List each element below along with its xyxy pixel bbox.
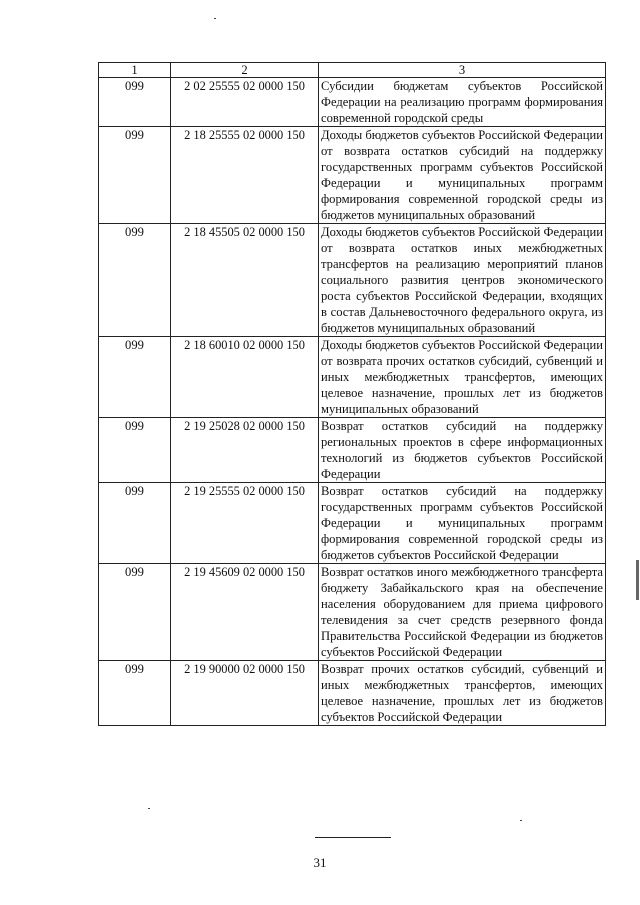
income-name-cell: Субсидии бюджетам субъектов Российской Федерации на реализацию программ формирования современной городской среды (319, 78, 606, 127)
scan-edge-mark (636, 560, 639, 600)
table-row (99, 337, 606, 418)
admin-code-cell: 099 (99, 127, 171, 224)
income-name-cell: Возврат остатков иного межбюджетного трансферта бюджету Забайкальского края на обеспечение населения оборудованием для приема цифрового телевидения за счет средств резервного фонда Правительства Российской Федерации из бюджетов субъектов Российской Федерации (319, 564, 606, 661)
column-header-3: 3 (319, 63, 606, 78)
page-number: 31 (313, 855, 327, 870)
budget-code-cell: 2 19 90000 02 0000 150 (171, 661, 319, 726)
income-name-cell: Доходы бюджетов субъектов Российской Федерации от возврата остатков иных межбюджетных трансфертов на реализацию мероприятий планов социального развития центров экономического роста субъектов Российской Федерации, входящих в состав Дальневосточного федерального округа, из бюджетов муниципальных образований (319, 224, 606, 337)
budget-code-cell: 2 19 25555 02 0000 150 (171, 483, 319, 564)
income-name-cell: Возврат остатков субсидий на поддержку региональных проектов в сфере информационных технологий из бюджетов субъектов Российской Федерации (319, 418, 606, 483)
income-codes-table (98, 62, 606, 726)
budget-code-cell: 2 18 60010 02 0000 150 (171, 337, 319, 418)
admin-code-cell: 099 (99, 78, 171, 127)
table-row (99, 78, 606, 127)
table-row (99, 661, 606, 726)
column-header-2: 2 (171, 63, 319, 78)
admin-code-cell: 099 (99, 483, 171, 564)
table-row (99, 418, 606, 483)
scan-speck (520, 820, 522, 821)
income-name-cell: Возврат остатков субсидий на поддержку государственных программ субъектов Российской Федерации и муниципальных программ формирования современной городской среды из бюджетов субъектов Российской Федерации (319, 483, 606, 564)
table-row (99, 483, 606, 564)
admin-code-cell: 099 (99, 418, 171, 483)
income-name-cell: Возврат прочих остатков субсидий, субвенций и иных межбюджетных трансфертов, имеющих целевое назначение, прошлых лет из бюджетов субъектов Российской Федерации (319, 661, 606, 726)
budget-code-cell: 2 02 25555 02 0000 150 (171, 78, 319, 127)
budget-code-cell: 2 19 45609 02 0000 150 (171, 564, 319, 661)
budget-code-cell: 2 18 25555 02 0000 150 (171, 127, 319, 224)
table-header-row (99, 63, 606, 78)
table-row (99, 564, 606, 661)
table-row (99, 224, 606, 337)
income-name-cell: Доходы бюджетов субъектов Российской Федерации от возврата остатков субсидий на поддержку государственных программ субъектов Российской Федерации и муниципальных программ формирования современной городской среды из бюджетов муниципальных образований (319, 127, 606, 224)
table-row (99, 127, 606, 224)
scan-speck (148, 808, 150, 809)
income-name-cell: Доходы бюджетов субъектов Российской Федерации от возврата прочих остатков субсидий, субвенций и иных межбюджетных трансфертов, имеющих целевое назначение, прошлых лет из бюджетов муниципальных образований (319, 337, 606, 418)
scan-speck (214, 18, 216, 19)
admin-code-cell: 099 (99, 564, 171, 661)
admin-code-cell: 099 (99, 224, 171, 337)
budget-code-cell: 2 18 45505 02 0000 150 (171, 224, 319, 337)
admin-code-cell: 099 (99, 661, 171, 726)
column-header-1: 1 (99, 63, 171, 78)
admin-code-cell: 099 (99, 337, 171, 418)
footer-rule (315, 837, 391, 838)
budget-code-cell: 2 19 25028 02 0000 150 (171, 418, 319, 483)
